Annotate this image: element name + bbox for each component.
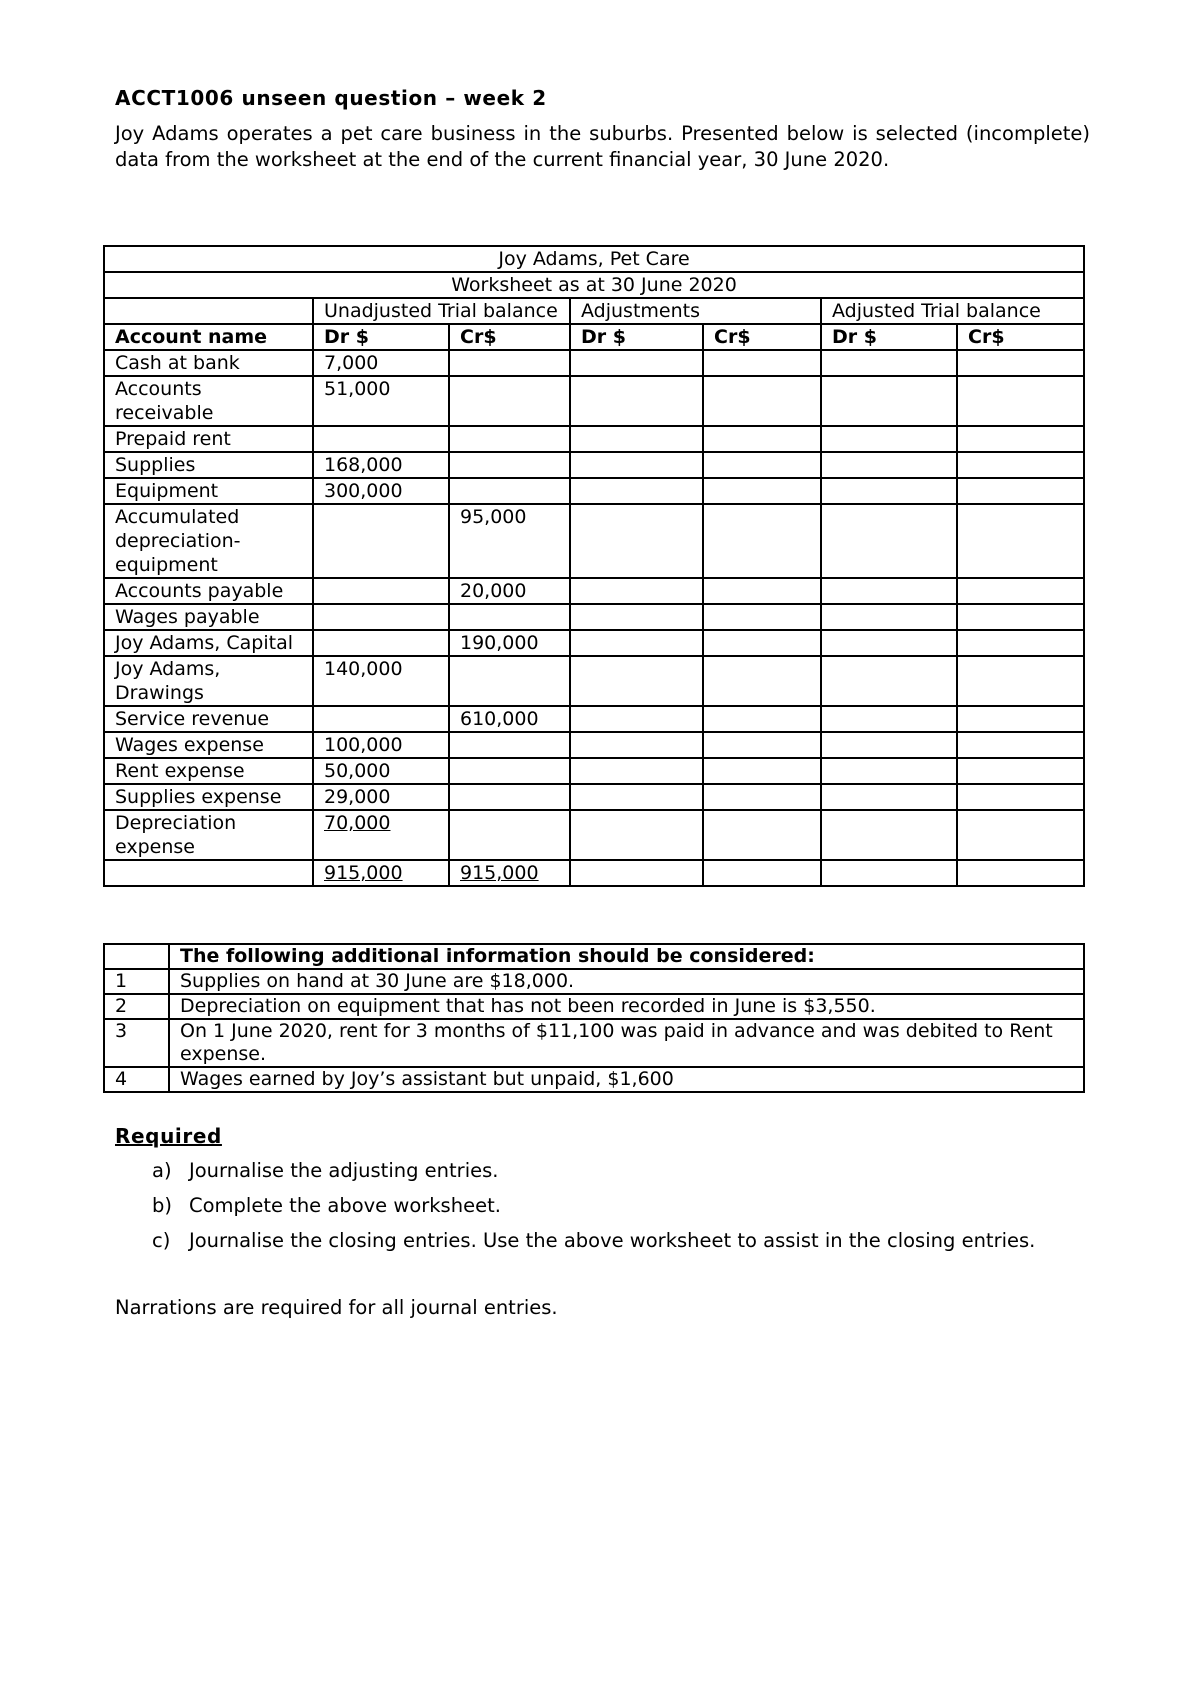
adj-dr-cell bbox=[570, 810, 703, 860]
unadj-dr-value: 7,000 bbox=[324, 352, 379, 374]
total-cr-value: 915,000 bbox=[460, 862, 539, 884]
unadj-cr-cell bbox=[449, 758, 570, 784]
adjusted-cr-cell bbox=[957, 426, 1084, 452]
adj-cr-cell bbox=[703, 860, 821, 886]
worksheet-heading-row bbox=[104, 272, 1084, 298]
required-item-text: Journalise the closing entries. Use the above worksheet to assist in the closing entries. bbox=[189, 1229, 1036, 1252]
narrations-note: Narrations are required for all journal entries. bbox=[115, 1296, 558, 1319]
unadj-cr-cell: 610,000 bbox=[449, 706, 570, 732]
unadj-cr-cell: 95,000 bbox=[449, 504, 570, 578]
unadj-dr-cell bbox=[313, 426, 449, 452]
unadj-dr-cell bbox=[313, 376, 449, 426]
account-name-cell: Rent expense bbox=[104, 758, 313, 784]
adj-dr-cell bbox=[570, 860, 703, 886]
required-list bbox=[152, 1158, 1092, 1263]
worksheet-row bbox=[104, 376, 1084, 426]
unadj-dr-cell bbox=[313, 732, 449, 758]
adj-dr-cell bbox=[570, 350, 703, 376]
adjusted-dr-cell bbox=[821, 758, 957, 784]
unadj-dr-value: 50,000 bbox=[324, 760, 391, 782]
adj-cr-cell bbox=[703, 604, 821, 630]
info-number: 3 bbox=[104, 1019, 169, 1067]
worksheet-row bbox=[104, 758, 1084, 784]
unadj-cr-cell: 20,000 bbox=[449, 578, 570, 604]
adj-cr-cell bbox=[703, 784, 821, 810]
account-name-cell: Supplies bbox=[104, 452, 313, 478]
unadj-cr-cell bbox=[449, 604, 570, 630]
worksheet-totals-row bbox=[104, 860, 1084, 886]
adj-cr-cell bbox=[703, 426, 821, 452]
adj-dr-cell bbox=[570, 758, 703, 784]
info-row bbox=[104, 1019, 1084, 1067]
adj-dr-cell bbox=[570, 578, 703, 604]
unadj-dr-value: 29,000 bbox=[324, 786, 391, 808]
col-adjusted-cr: Cr$ bbox=[957, 324, 1084, 350]
required-item-label: c) bbox=[152, 1229, 171, 1252]
adj-dr-cell bbox=[570, 376, 703, 426]
adjusted-dr-cell bbox=[821, 504, 957, 578]
info-heading-row bbox=[104, 944, 1084, 969]
unadj-dr-cell bbox=[313, 504, 449, 578]
adj-cr-cell bbox=[703, 706, 821, 732]
info-heading: The following additional information should be considered: bbox=[169, 944, 1084, 969]
col-account-name: Account name bbox=[104, 324, 313, 350]
info-text: On 1 June 2020, rent for 3 months of $11,100 was paid in advance and was debited to Rent expense. bbox=[169, 1019, 1084, 1067]
account-name-cell: Joy Adams, Capital bbox=[104, 630, 313, 656]
account-name-cell: Accumulated depreciation-equipment bbox=[104, 504, 313, 578]
adj-dr-cell bbox=[570, 604, 703, 630]
group-unadjusted: Unadjusted Trial balance bbox=[313, 298, 570, 324]
required-item-label: a) bbox=[152, 1159, 172, 1182]
worksheet-company-row bbox=[104, 246, 1084, 272]
adj-cr-cell bbox=[703, 578, 821, 604]
adj-cr-cell bbox=[703, 656, 821, 706]
worksheet-row bbox=[104, 478, 1084, 504]
adj-cr-cell bbox=[703, 758, 821, 784]
unadj-cr-cell bbox=[449, 350, 570, 376]
col-adjusted-dr: Dr $ bbox=[821, 324, 957, 350]
adjusted-dr-cell bbox=[821, 784, 957, 810]
unadj-dr-cell bbox=[313, 810, 449, 860]
unadj-dr-value: 168,000 bbox=[324, 454, 403, 476]
adjusted-cr-cell bbox=[957, 578, 1084, 604]
worksheet-row bbox=[104, 656, 1084, 706]
unadj-dr-cell bbox=[313, 578, 449, 604]
unadj-dr-value: 300,000 bbox=[324, 480, 403, 502]
unadj-cr-cell bbox=[449, 656, 570, 706]
account-name-cell: Supplies expense bbox=[104, 784, 313, 810]
adjusted-dr-cell bbox=[821, 478, 957, 504]
unadj-dr-cell bbox=[313, 784, 449, 810]
worksheet-row bbox=[104, 810, 1084, 860]
unadj-dr-value: 70,000 bbox=[324, 812, 391, 834]
totals-label-cell bbox=[104, 860, 313, 886]
adjusted-dr-cell bbox=[821, 656, 957, 706]
unadj-dr-cell bbox=[313, 350, 449, 376]
adjusted-dr-cell bbox=[821, 860, 957, 886]
total-cr-cell bbox=[449, 860, 570, 886]
adjusted-cr-cell bbox=[957, 784, 1084, 810]
worksheet-table bbox=[103, 245, 1085, 887]
adjusted-dr-cell bbox=[821, 732, 957, 758]
required-item-text: Journalise the adjusting entries. bbox=[189, 1159, 499, 1182]
worksheet-row bbox=[104, 350, 1084, 376]
page-title: ACCT1006 unseen question – week 2 bbox=[115, 86, 547, 110]
info-row bbox=[104, 969, 1084, 994]
info-text: Wages earned by Joy’s assistant but unpaid, $1,600 bbox=[169, 1067, 1084, 1092]
unadj-cr-cell bbox=[449, 784, 570, 810]
worksheet-row bbox=[104, 604, 1084, 630]
adjusted-cr-cell bbox=[957, 376, 1084, 426]
unadj-dr-cell bbox=[313, 478, 449, 504]
adjusted-cr-cell bbox=[957, 630, 1084, 656]
info-number: 1 bbox=[104, 969, 169, 994]
adjusted-cr-cell bbox=[957, 732, 1084, 758]
adjusted-dr-cell bbox=[821, 604, 957, 630]
adj-cr-cell bbox=[703, 630, 821, 656]
adjusted-dr-cell bbox=[821, 810, 957, 860]
unadj-dr-cell bbox=[313, 758, 449, 784]
adjusted-dr-cell bbox=[821, 630, 957, 656]
adj-cr-cell bbox=[703, 452, 821, 478]
required-item bbox=[152, 1193, 1092, 1219]
adj-dr-cell bbox=[570, 656, 703, 706]
account-name-cell: Joy Adams, Drawings bbox=[104, 656, 313, 706]
additional-info-table bbox=[103, 943, 1085, 1093]
adj-cr-cell bbox=[703, 732, 821, 758]
unadj-cr-cell bbox=[449, 376, 570, 426]
col-unadj-cr: Cr$ bbox=[449, 324, 570, 350]
account-name-cell: Accounts receivable bbox=[104, 376, 313, 426]
account-name-cell: Wages expense bbox=[104, 732, 313, 758]
adj-dr-cell bbox=[570, 452, 703, 478]
adj-dr-cell bbox=[570, 504, 703, 578]
worksheet-row bbox=[104, 578, 1084, 604]
info-row bbox=[104, 994, 1084, 1019]
unadj-cr-cell bbox=[449, 810, 570, 860]
adj-dr-cell bbox=[570, 706, 703, 732]
info-text: Supplies on hand at 30 June are $18,000. bbox=[169, 969, 1084, 994]
group-blank-cell bbox=[104, 298, 313, 324]
account-name-cell: Equipment bbox=[104, 478, 313, 504]
account-name-cell: Wages payable bbox=[104, 604, 313, 630]
intro-paragraph: Joy Adams operates a pet care business in the suburbs. Presented below is selected (incomplete) data from the worksheet at the end of the current financial year, 30 June 2020. bbox=[115, 122, 1090, 171]
col-adj-dr: Dr $ bbox=[570, 324, 703, 350]
adj-dr-cell bbox=[570, 478, 703, 504]
worksheet-group-row bbox=[104, 298, 1084, 324]
unadj-cr-cell bbox=[449, 478, 570, 504]
adjusted-dr-cell bbox=[821, 578, 957, 604]
info-row bbox=[104, 1067, 1084, 1092]
group-adjustments: Adjustments bbox=[570, 298, 821, 324]
required-item bbox=[152, 1228, 1092, 1254]
total-dr-value: 915,000 bbox=[324, 862, 403, 884]
info-number: 4 bbox=[104, 1067, 169, 1092]
info-text: Depreciation on equipment that has not been recorded in June is $3,550. bbox=[169, 994, 1084, 1019]
unadj-dr-value: 100,000 bbox=[324, 734, 403, 756]
unadj-dr-cell bbox=[313, 656, 449, 706]
unadj-dr-cell bbox=[313, 630, 449, 656]
adjusted-dr-cell bbox=[821, 706, 957, 732]
account-name-cell: Depreciation expense bbox=[104, 810, 313, 860]
adjusted-dr-cell bbox=[821, 426, 957, 452]
unadj-dr-cell bbox=[313, 706, 449, 732]
adj-cr-cell bbox=[703, 350, 821, 376]
required-item bbox=[152, 1158, 1092, 1184]
total-dr-cell bbox=[313, 860, 449, 886]
adj-cr-cell bbox=[703, 810, 821, 860]
worksheet-row bbox=[104, 504, 1084, 578]
worksheet-row bbox=[104, 426, 1084, 452]
adjusted-cr-cell bbox=[957, 504, 1084, 578]
adj-cr-cell bbox=[703, 478, 821, 504]
account-name-cell: Service revenue bbox=[104, 706, 313, 732]
adjusted-cr-cell bbox=[957, 706, 1084, 732]
col-adj-cr: Cr$ bbox=[703, 324, 821, 350]
worksheet-heading: Worksheet as at 30 June 2020 bbox=[104, 272, 1084, 298]
info-number: 2 bbox=[104, 994, 169, 1019]
worksheet-row bbox=[104, 452, 1084, 478]
adjusted-cr-cell bbox=[957, 656, 1084, 706]
unadj-cr-cell bbox=[449, 426, 570, 452]
adj-dr-cell bbox=[570, 784, 703, 810]
worksheet-company: Joy Adams, Pet Care bbox=[104, 246, 1084, 272]
adjusted-dr-cell bbox=[821, 452, 957, 478]
worksheet-row bbox=[104, 706, 1084, 732]
col-unadj-dr: Dr $ bbox=[313, 324, 449, 350]
required-item-label: b) bbox=[152, 1194, 172, 1217]
adjusted-cr-cell bbox=[957, 478, 1084, 504]
worksheet-row bbox=[104, 732, 1084, 758]
account-name-cell: Cash at bank bbox=[104, 350, 313, 376]
adjusted-dr-cell bbox=[821, 350, 957, 376]
adj-dr-cell bbox=[570, 426, 703, 452]
unadj-dr-value: 51,000 bbox=[324, 378, 391, 400]
account-name-cell: Prepaid rent bbox=[104, 426, 313, 452]
required-item-text: Complete the above worksheet. bbox=[189, 1194, 501, 1217]
adjusted-cr-cell bbox=[957, 810, 1084, 860]
adjusted-cr-cell bbox=[957, 604, 1084, 630]
unadj-dr-value: 140,000 bbox=[324, 658, 403, 680]
required-heading: Required bbox=[115, 1124, 222, 1148]
worksheet-row bbox=[104, 630, 1084, 656]
adj-cr-cell bbox=[703, 504, 821, 578]
unadj-dr-cell bbox=[313, 604, 449, 630]
unadj-dr-cell bbox=[313, 452, 449, 478]
worksheet-column-row bbox=[104, 324, 1084, 350]
unadj-cr-cell bbox=[449, 732, 570, 758]
worksheet-row bbox=[104, 784, 1084, 810]
account-name-cell: Accounts payable bbox=[104, 578, 313, 604]
adjusted-cr-cell bbox=[957, 860, 1084, 886]
adjusted-cr-cell bbox=[957, 758, 1084, 784]
adjusted-dr-cell bbox=[821, 376, 957, 426]
group-adjusted: Adjusted Trial balance bbox=[821, 298, 1084, 324]
adj-dr-cell bbox=[570, 732, 703, 758]
adj-dr-cell bbox=[570, 630, 703, 656]
info-blank-cell bbox=[104, 944, 169, 969]
adjusted-cr-cell bbox=[957, 350, 1084, 376]
adj-cr-cell bbox=[703, 376, 821, 426]
unadj-cr-cell bbox=[449, 452, 570, 478]
adjusted-cr-cell bbox=[957, 452, 1084, 478]
unadj-cr-cell: 190,000 bbox=[449, 630, 570, 656]
